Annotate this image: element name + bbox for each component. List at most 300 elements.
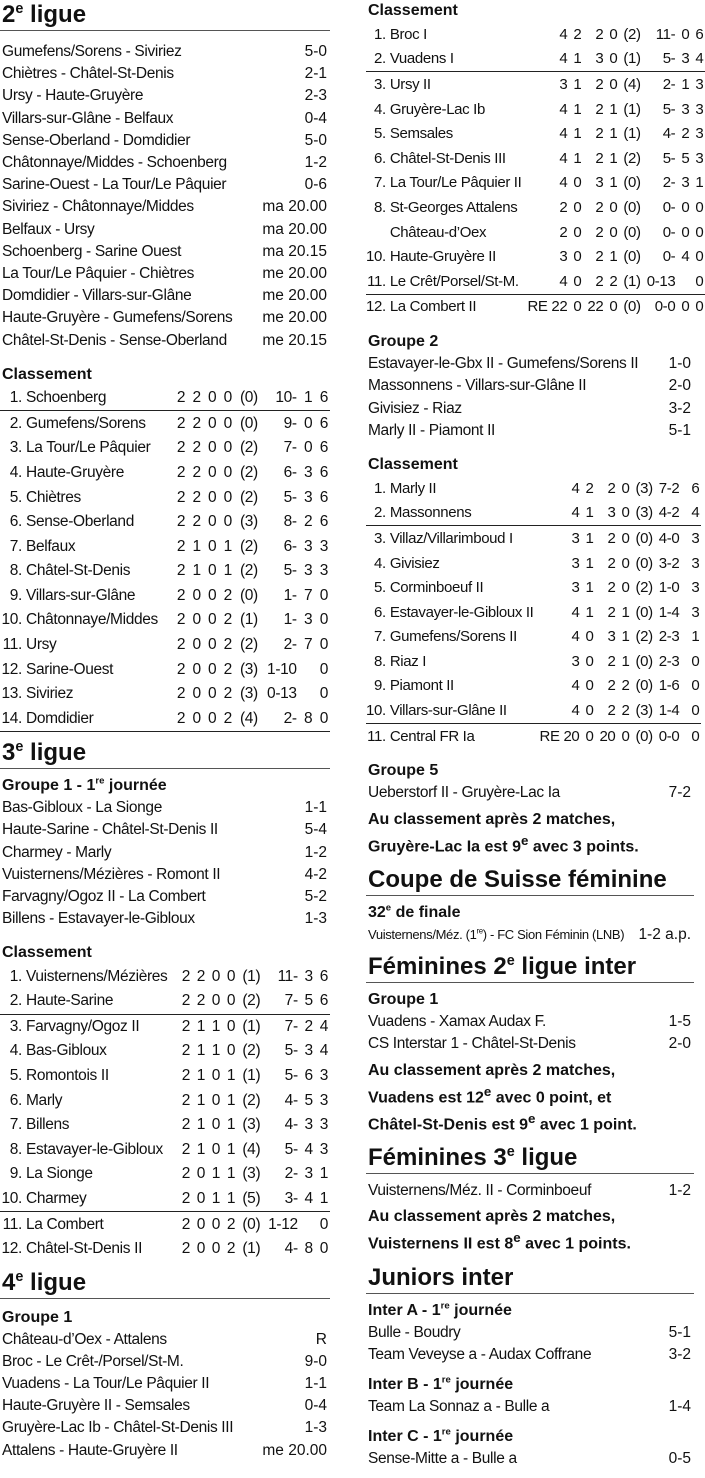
cell-points: 0 bbox=[689, 269, 705, 294]
cell-rank bbox=[366, 220, 390, 245]
cell-points: 4 bbox=[319, 1042, 328, 1060]
cell-rank: 12. bbox=[1, 660, 22, 678]
cell-played: 2 bbox=[176, 537, 186, 555]
cell-goals: 7- bbox=[284, 1017, 298, 1035]
cell-won: 0 bbox=[585, 652, 594, 670]
cell-goals: 5- bbox=[284, 1067, 298, 1085]
match-teams: Vuadens - Xamax Audax F. bbox=[368, 1013, 546, 1031]
cell-won: 0 bbox=[192, 636, 201, 654]
cell-rank: 5. bbox=[9, 488, 22, 506]
standings-note: Au classement après 2 matches, Vuisternens II est 8e avec 1 points. bbox=[368, 1208, 631, 1253]
cell-points: 6 bbox=[319, 463, 328, 481]
group-title: Inter C - 1re journée bbox=[368, 1427, 514, 1446]
cell-won: 2 bbox=[192, 414, 201, 432]
cell-fairplay: (3) bbox=[635, 479, 653, 497]
cell-fairplay: (0) bbox=[232, 386, 258, 411]
cell-team: Châtel-St-Denis III bbox=[389, 149, 506, 167]
cell-won: 1 bbox=[573, 125, 582, 143]
cell-won: 0 bbox=[585, 727, 594, 745]
standings-row bbox=[366, 551, 701, 576]
cell-rank: 11. bbox=[366, 269, 390, 294]
cell-goals-against: 0 bbox=[681, 198, 690, 216]
cell-drawn: 0 bbox=[208, 513, 217, 531]
cell-played: 4 bbox=[533, 501, 579, 526]
cell-played: 4 bbox=[571, 628, 580, 646]
cell-won: 1 bbox=[196, 1091, 206, 1109]
cell-lost: 2 bbox=[223, 586, 232, 604]
cell-goals-against bbox=[675, 269, 689, 294]
cell-drawn: 0 bbox=[208, 660, 217, 678]
results-list bbox=[366, 1396, 694, 1418]
group-title: Groupe 1 bbox=[368, 991, 439, 1009]
cell-drawn: 2 bbox=[607, 603, 616, 621]
right-column bbox=[366, 0, 704, 1471]
cell-lost: 0 bbox=[226, 1042, 236, 1060]
standings-note: Au classement après 2 matches, Gruyère-Lac Ia est 9e avec 3 points. bbox=[368, 810, 639, 855]
cell-drawn: 0 bbox=[211, 1240, 221, 1258]
match-teams: Haute-Sarine - Châtel-St-Denis II bbox=[2, 821, 218, 839]
cell-rank: 8. bbox=[9, 562, 22, 580]
cell-lost: 0 bbox=[603, 47, 617, 72]
result-row bbox=[366, 1448, 694, 1470]
section-title-3e-ligue: 3e ligue bbox=[0, 738, 330, 769]
match-teams: CS Interstar 1 - Châtel-St-Denis bbox=[368, 1035, 576, 1053]
cell-fairplay: (2) bbox=[239, 463, 258, 481]
match-teams: Chiètres - Châtel-St-Denis bbox=[2, 65, 174, 83]
cell-goals-against: 0 bbox=[681, 298, 690, 316]
section-title-feminines-3e: Féminines 3e ligue bbox=[366, 1143, 694, 1174]
match-teams: Gruyère-Lac Ib - Châtel-St-Denis III bbox=[2, 1419, 234, 1437]
cell-played: 2 bbox=[559, 223, 568, 241]
cell-won: 0 bbox=[573, 223, 582, 241]
cell-played: 4 bbox=[533, 698, 579, 723]
cell-lost: 2 bbox=[603, 269, 617, 294]
standings-note: Au classement après 2 matches, Vuadens est 12e avec 0 point, et Châtel-St-Denis est 9e avec 1 point. bbox=[368, 1061, 637, 1134]
cell-played: 2 bbox=[176, 685, 186, 703]
cell-lost: 1 bbox=[226, 1067, 236, 1085]
standings-row bbox=[0, 989, 330, 1014]
cell-points: 0 bbox=[691, 727, 700, 745]
cell-points: 0 bbox=[319, 660, 328, 678]
cell-lost: 1 bbox=[621, 603, 630, 621]
cell-points: 0 bbox=[319, 611, 328, 629]
cell-points: 0 bbox=[319, 1215, 328, 1233]
cell-goals-against: 3 bbox=[303, 463, 313, 481]
score: 1-1 bbox=[304, 1374, 327, 1392]
results-list bbox=[366, 1011, 694, 1055]
cell-goals: 7- bbox=[260, 989, 298, 1014]
cell-played: 2 bbox=[176, 439, 186, 457]
cell-won: 0 bbox=[185, 707, 201, 732]
cell-team: Domdidier bbox=[26, 707, 170, 732]
cell-points: 3 bbox=[319, 1116, 328, 1134]
cell-goals: 1-6 bbox=[658, 677, 680, 695]
result-row bbox=[0, 307, 330, 329]
cell-played: 2 bbox=[170, 386, 186, 411]
match-teams: Team Veveyse a - Audax Coffrane bbox=[368, 1346, 592, 1363]
cell-fairplay: (0) bbox=[239, 586, 258, 604]
standings-row bbox=[366, 195, 705, 220]
cell-fairplay: (1) bbox=[242, 967, 261, 985]
cell-points: 0 bbox=[319, 1240, 328, 1258]
cell-lost: 2 bbox=[223, 660, 232, 678]
cell-goals: 2- bbox=[283, 636, 297, 654]
score: me 20.00 bbox=[262, 265, 327, 283]
score: 1-4 bbox=[668, 1398, 691, 1416]
cell-rank: 6. bbox=[374, 149, 386, 167]
score: 2-3 bbox=[304, 87, 327, 105]
cell-played: 4 bbox=[571, 479, 580, 497]
cell-lost: 2 bbox=[226, 1215, 236, 1233]
cell-team: Haute-Gruyère II bbox=[389, 248, 496, 266]
cell-goals-against: 2 bbox=[681, 125, 690, 143]
cell-rank: 7. bbox=[374, 628, 386, 646]
cell-rank: 10. bbox=[0, 1187, 26, 1212]
cell-team: Ursy bbox=[26, 636, 57, 654]
standings-row bbox=[0, 682, 330, 707]
cell-won: 1 bbox=[196, 1042, 206, 1060]
cell-points: 4 bbox=[689, 47, 705, 72]
cell-rank: 12. bbox=[366, 298, 386, 316]
cell-points: 1 bbox=[695, 174, 704, 192]
cell-fairplay: (2) bbox=[635, 628, 653, 646]
cell-played: 2 bbox=[176, 562, 186, 580]
score: 7-2 bbox=[668, 784, 691, 802]
cell-lost: 2 bbox=[223, 636, 232, 654]
result-row bbox=[0, 219, 330, 241]
cell-team: Villars-sur-Glâne bbox=[26, 586, 136, 604]
group-title: Groupe 1 bbox=[2, 1308, 73, 1326]
result-row bbox=[0, 864, 330, 886]
cell-played: 2 bbox=[170, 707, 186, 732]
result-row bbox=[366, 398, 694, 420]
cell-goals-against: 4 bbox=[304, 1140, 313, 1158]
cell-goals-against: 4 bbox=[681, 248, 690, 266]
cell-team: Château-d’Oex bbox=[389, 223, 487, 241]
cell-fairplay: (0) bbox=[239, 414, 258, 432]
cell-team: Schoenberg bbox=[26, 386, 170, 411]
cell-goals-against: 1 bbox=[681, 75, 690, 93]
cell-drawn: 0 bbox=[208, 488, 217, 506]
standings-row bbox=[0, 1138, 330, 1163]
cell-lost: 0 bbox=[609, 223, 618, 241]
score: 1-2 a.p. bbox=[638, 926, 691, 943]
cell-goals: 2- bbox=[258, 707, 297, 732]
cell-rank: 11. bbox=[2, 1215, 22, 1233]
cell-rank: 8. bbox=[374, 198, 386, 216]
cell-fairplay: (1) bbox=[239, 611, 258, 629]
cell-team: Gumefens/Sorens bbox=[26, 414, 146, 432]
score: R bbox=[315, 1330, 327, 1348]
cell-rank: 9. bbox=[374, 677, 386, 695]
cell-team: Riaz I bbox=[389, 652, 427, 670]
standings-row bbox=[0, 386, 330, 411]
cell-rank: 4. bbox=[9, 1042, 22, 1060]
cell-points: 0 bbox=[319, 586, 328, 604]
cell-points: 0 bbox=[695, 248, 704, 266]
cell-fairplay: (3) bbox=[239, 513, 258, 531]
cell-drawn: 2 bbox=[595, 100, 604, 118]
cell-drawn: 2 bbox=[595, 125, 604, 143]
standings-row bbox=[366, 649, 701, 674]
cell-points: 0 bbox=[695, 298, 704, 316]
cell-rank: 1. bbox=[9, 967, 22, 985]
result-row bbox=[366, 1011, 694, 1033]
result-row bbox=[366, 353, 694, 375]
cell-played: RE 22 bbox=[527, 298, 568, 316]
results-list bbox=[366, 1180, 694, 1202]
cell-played: 2 bbox=[175, 989, 190, 1014]
cell-played: 4 bbox=[559, 100, 568, 118]
cell-won: 2 bbox=[192, 488, 201, 506]
cell-goals: 1-10 bbox=[267, 660, 297, 678]
cell-drawn: 0 bbox=[201, 386, 217, 411]
cell-played: 4 bbox=[559, 149, 568, 167]
cell-lost: 0 bbox=[220, 989, 235, 1014]
match-teams: Gumefens/Sorens - Siviriez bbox=[2, 43, 182, 60]
cell-won: 2 bbox=[190, 989, 205, 1014]
cell-played: 2 bbox=[559, 198, 568, 216]
cell-goals: 11- bbox=[655, 25, 676, 43]
cell-lost: 0 bbox=[621, 529, 630, 547]
cell-played: RE 20 bbox=[539, 727, 580, 745]
cell-goals-against: 3 bbox=[304, 1116, 313, 1134]
standings-row bbox=[366, 22, 705, 47]
group-title: Groupe 5 bbox=[368, 762, 439, 780]
cell-goals: 4-2 bbox=[653, 501, 680, 526]
cell-goals-against: 3 bbox=[681, 100, 690, 118]
cell-goals: 1- bbox=[283, 586, 297, 604]
cell-played: 2 bbox=[181, 1140, 190, 1158]
cell-fairplay: (1) bbox=[617, 269, 640, 294]
cell-points: 4 bbox=[319, 1017, 328, 1035]
result-row bbox=[0, 1329, 330, 1351]
cell-lost: 0 bbox=[621, 727, 630, 745]
cell-drawn: 0 bbox=[211, 1091, 221, 1109]
cell-rank: 2. bbox=[366, 501, 390, 526]
match-teams: Bas-Gibloux - La Sionge bbox=[2, 799, 162, 817]
cell-lost: 0 bbox=[226, 967, 236, 985]
results-list bbox=[366, 1448, 694, 1470]
standings-row bbox=[366, 294, 705, 319]
result-row bbox=[366, 782, 694, 804]
cell-rank: 5. bbox=[9, 1067, 22, 1085]
cell-team: Estavayer-le-Gibloux bbox=[26, 1140, 163, 1158]
match-teams: Givisiez - Riaz bbox=[368, 399, 462, 417]
cell-goals-against: 6 bbox=[304, 1067, 313, 1085]
cell-goals-against: 7 bbox=[303, 636, 313, 654]
round-title: 32e de finale bbox=[368, 902, 461, 921]
cell-goals-against: 0 bbox=[303, 414, 313, 432]
standings-row bbox=[0, 559, 330, 584]
score: 5-2 bbox=[304, 887, 327, 905]
cell-fairplay: (2) bbox=[623, 25, 641, 43]
cell-goals: 5- bbox=[283, 488, 297, 506]
cell-played: 3 bbox=[571, 652, 580, 670]
cell-rank: 6. bbox=[374, 603, 386, 621]
match-teams: Attalens - Haute-Gruyère II bbox=[2, 1441, 178, 1459]
cell-team: Châtel-St-Denis II bbox=[26, 1240, 143, 1258]
cell-team: Châtonnaye/Middes bbox=[26, 611, 158, 629]
cell-points: 3 bbox=[691, 554, 700, 572]
standings-row bbox=[366, 501, 701, 526]
match-teams: Siviriez - Châtonnaye/Middes bbox=[2, 198, 194, 216]
cell-fairplay: (2) bbox=[239, 439, 258, 457]
results-list bbox=[0, 797, 330, 930]
cell-drawn: 3 bbox=[595, 174, 604, 192]
cell-rank: 10. bbox=[1, 611, 22, 629]
cell-played: 2 bbox=[176, 463, 186, 481]
cell-team: Le Crêt/Porsel/St-M. bbox=[390, 269, 522, 294]
match-teams: Sense-Oberland - Domdidier bbox=[2, 131, 191, 149]
cell-won: 1 bbox=[585, 554, 594, 572]
cell-goals-against: 0 bbox=[681, 25, 690, 43]
standings-row bbox=[0, 964, 330, 989]
cell-rank: 12. bbox=[1, 1240, 22, 1258]
cell-fairplay: (2) bbox=[239, 636, 258, 654]
match-teams: Haute-Gruyère - Gumefens/Sorens bbox=[2, 309, 233, 327]
cell-points: 3 bbox=[319, 537, 328, 555]
result-row bbox=[0, 886, 330, 908]
cell-lost: 0 bbox=[223, 463, 232, 481]
standings-row bbox=[366, 72, 705, 97]
cell-lost: 2 bbox=[223, 685, 232, 703]
cell-team: Corminboeuf II bbox=[389, 579, 484, 597]
score: 5-1 bbox=[668, 421, 691, 439]
cell-won: 1 bbox=[196, 1017, 206, 1035]
standings-row bbox=[366, 600, 701, 625]
standings-label: Classement bbox=[368, 2, 458, 19]
result-row bbox=[0, 196, 330, 218]
standings-row bbox=[366, 575, 701, 600]
standings-row bbox=[0, 461, 330, 486]
match-teams: Belfaux - Ursy bbox=[2, 220, 95, 238]
cell-rank: 4. bbox=[9, 463, 22, 481]
cell-lost: 1 bbox=[220, 1187, 235, 1212]
cell-fairplay: (1) bbox=[242, 1017, 261, 1035]
cell-rank: 14. bbox=[0, 707, 26, 732]
cell-goals-against: 0 bbox=[303, 439, 313, 457]
score: 0-6 bbox=[304, 176, 327, 194]
cell-team: La Tour/Le Pâquier II bbox=[389, 174, 522, 192]
cell-played: 3 bbox=[571, 554, 580, 572]
cell-drawn: 0 bbox=[211, 1215, 221, 1233]
cell-lost: 1 bbox=[609, 248, 618, 266]
score: me 20.00 bbox=[262, 309, 327, 327]
standings-row bbox=[366, 269, 705, 294]
cell-rank: 8. bbox=[374, 652, 386, 670]
score: 5-4 bbox=[304, 821, 327, 839]
cell-goals: 2-3 bbox=[658, 652, 680, 670]
cell-points: 1 bbox=[313, 1187, 330, 1212]
cell-won: 1 bbox=[579, 501, 593, 526]
cell-points: 3 bbox=[319, 562, 328, 580]
standings-row bbox=[0, 1113, 330, 1138]
cell-played: 4 bbox=[521, 47, 567, 72]
cell-won: 1 bbox=[573, 100, 582, 118]
cell-played: 4 bbox=[571, 677, 580, 695]
result-row bbox=[0, 285, 330, 307]
standings-row bbox=[0, 1088, 330, 1113]
cell-fairplay: (0) bbox=[635, 529, 653, 547]
cell-drawn: 22 bbox=[587, 298, 604, 316]
score: 0-5 bbox=[668, 1450, 691, 1468]
cell-lost: 1 bbox=[223, 562, 232, 580]
score: me 20.00 bbox=[262, 1441, 327, 1459]
cell-played: 4 bbox=[559, 25, 568, 43]
results-list bbox=[0, 41, 330, 352]
standings-label: Classement bbox=[2, 365, 92, 383]
cell-drawn: 0 bbox=[208, 414, 217, 432]
score: 5-0 bbox=[304, 43, 327, 60]
cell-drawn: 0 bbox=[205, 989, 220, 1014]
cell-drawn: 1 bbox=[211, 1042, 221, 1060]
result-row bbox=[0, 1395, 330, 1417]
cell-drawn: 2 bbox=[595, 149, 604, 167]
cell-lost: 0 bbox=[223, 513, 232, 531]
cell-fairplay: (0) bbox=[623, 223, 641, 241]
cell-played: 3 bbox=[559, 248, 568, 266]
cell-won: 1 bbox=[196, 1067, 206, 1085]
result-row bbox=[0, 152, 330, 174]
cell-rank: 11. bbox=[367, 727, 386, 745]
cell-team: La Sionge bbox=[26, 1165, 93, 1183]
cell-points: 3 bbox=[319, 1067, 328, 1085]
cell-won: 1 bbox=[192, 537, 201, 555]
cell-lost: 0 bbox=[223, 414, 232, 432]
result-row bbox=[0, 1440, 330, 1462]
cell-team: Sense-Oberland bbox=[26, 513, 134, 531]
group-title: Groupe 1 - 1re journée bbox=[2, 775, 167, 795]
result-row: Vuisternens/Méz. (1re) - FC Sion Féminin (LNB) 1-2 a.p. bbox=[366, 924, 694, 946]
result-row bbox=[0, 1417, 330, 1439]
cell-fairplay: (0) bbox=[623, 298, 641, 316]
standings-row bbox=[0, 1187, 330, 1212]
result-row bbox=[366, 420, 694, 442]
cell-played: 2 bbox=[176, 488, 186, 506]
score: 4-2 bbox=[304, 865, 327, 883]
cell-goals: 4-0 bbox=[658, 529, 680, 547]
cell-goals-against: 3 bbox=[304, 1042, 313, 1060]
cell-drawn: 2 bbox=[595, 198, 604, 216]
cell-lost: 2 bbox=[223, 611, 232, 629]
cell-fairplay: (2) bbox=[239, 562, 258, 580]
cell-rank: 1. bbox=[374, 479, 386, 497]
cell-fairplay: (3) bbox=[629, 698, 652, 723]
cell-rank: 6. bbox=[9, 513, 22, 531]
cell-points: 3 bbox=[695, 125, 704, 143]
group-title: Inter B - 1re journée bbox=[368, 1374, 514, 1394]
cell-team: Villars-sur-Glâne II bbox=[390, 698, 534, 723]
cell-goals-against: 5 bbox=[681, 149, 690, 167]
cell-team: Vuisternens/Mézières bbox=[26, 967, 168, 985]
match-teams: La Tour/Le Pâquier - Chiètres bbox=[2, 265, 195, 283]
cell-fairplay: (2) bbox=[239, 537, 258, 555]
cell-won: 2 bbox=[185, 386, 201, 411]
cell-goals: 5- bbox=[284, 1042, 298, 1060]
cell-goals: 4- bbox=[284, 1091, 298, 1109]
cell-points: 0 bbox=[695, 223, 704, 241]
standings-row bbox=[0, 657, 330, 682]
cell-rank: 7. bbox=[374, 174, 386, 192]
cell-goals-against: 3 bbox=[675, 47, 689, 72]
cell-team: Haute-Sarine bbox=[26, 989, 175, 1014]
group-title: Groupe 2 bbox=[368, 333, 439, 351]
score: 1-3 bbox=[304, 910, 327, 928]
cell-won: 1 bbox=[196, 1140, 206, 1158]
cell-won: 0 bbox=[573, 174, 582, 192]
cell-drawn: 1 bbox=[211, 1165, 221, 1183]
